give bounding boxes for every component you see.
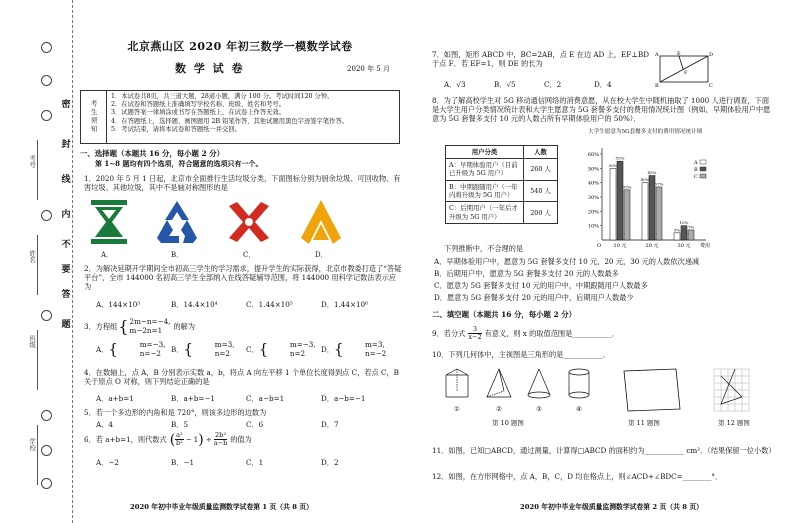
q8-option: C．愿意为 5G 套餐多支付 10 元的用户中，中期跟随用户人数最多 [434,281,648,290]
question-5: 5．若一个多边形的内角和是 720°，则该多边形的边数为 [84,408,267,417]
frac-num: 2b² [215,431,226,439]
x-axis-label: 费用 [700,243,711,249]
figure-caption: 第 10 题图 [492,419,524,427]
q4-options [96,394,396,403]
q7-option: B．√5 [494,80,516,89]
candidate-notice-box [80,90,400,144]
minus-glyph: − [185,435,192,445]
grid-figure [712,367,752,415]
bar [624,190,630,240]
exam-title: 北京燕山区 2020 年初三数学一模数学试卷 [127,40,353,53]
fraction [468,326,481,341]
q2-option: B．14.4×10⁴ [171,300,218,309]
figure-number: ③ [536,405,542,413]
question-2: 2．为解决延期开学期间全市初高三学生的学习需求，提升学生的实际获得，北京市教委打造了“答疑平台”，全市 144000 名初高三学生全部纳入在线答疑辅导范围，将 144000 用科学记数法表示应为 [84,264,402,291]
q6-option: C．1 [246,458,264,467]
q5-option: C．6 [246,420,264,429]
brace-glyph: { [258,339,269,358]
binder-hole [41,42,52,53]
q6-expression [170,432,228,447]
q4-option: B．a+b=−1 [171,394,215,403]
y-tick-label: 50% [587,166,599,173]
q3-option [321,340,396,358]
q6-option: D．2 [321,458,339,467]
notice-item: 3．试题答案一律填涂或书写在答题纸上，在试卷上作答无效。 [111,109,286,117]
parallelogram-figure [614,367,688,415]
q3-options [96,340,396,358]
q6-option: B．−1 [171,458,195,467]
legend-label: B [694,167,698,173]
bar-value-label: 35% [622,184,632,190]
seal-char: 不 [61,240,71,250]
label-name: 姓名 [28,250,37,263]
seal-char: 封 [61,140,71,150]
exam-subtitle: 数 学 试 卷 [175,61,245,75]
figure-number: ④ [576,405,582,413]
label-school: 学校 [28,438,37,451]
q5-options [96,420,396,429]
eq: m=3, [214,340,235,349]
q8-option: A．早期体验用户中，愿意为 5G 套餐多支付 10 元，20 元，30 元的人数依次递减 [434,257,700,266]
bar-value-label: 5% [673,227,681,233]
legend-swatch [700,174,706,178]
brace-glyph: { [108,339,118,358]
q2-options [96,300,396,309]
figure-caption: 第 12 题图 [718,419,750,427]
frac-den: b² [176,439,183,448]
question-4: 4．在数轴上，点 A，B 分别表示实数 a，b，将点 A 向左平移 1 个单位长度得到点 C，若点 C，B 关于原点 O 对称，则下列结论正确的是 [84,368,399,386]
figure-caption: 第 11 题图 [628,419,660,427]
bar-value-label: 7% [687,224,695,230]
q3-eq-2: m−2n=1 [129,325,163,335]
bar [681,226,687,240]
option-letter: B． [171,344,184,354]
fig-label: D [709,52,714,58]
legend-label: A [694,160,698,166]
bar-value-label: 50% [608,162,618,168]
notice-item: 2．在试卷和答题纸上准确填写学校名称、班级、姓名和考号。 [111,101,286,109]
table-header-row [446,146,558,159]
frac-den: a−b [213,439,228,448]
q6-lead: 6．若 a+b=1，则代数式 [84,435,167,445]
legend-swatch [700,167,706,171]
question-8: 8．为了解高校学生对 5G 移动通信网络的消费意愿，从在校大学生中随机抽取了 1000 人进行调查，下面是大学生用户分类情况统计表和大学生愿意为 5G 套餐多支付的费用情况统计图（例如，早期体验用户中愿意为 5G 套餐多支付 10 元的人数占所有早期体验用户的 50%）． [432,96,771,123]
cone-figure [524,367,554,403]
q3-system [130,318,171,335]
page-1-footer: 2020 年初中毕业年级质量监测数学试卷第 1 页（共 8 页） [130,503,313,511]
paren-close-glyph: ) [198,431,204,448]
fig-label: E [677,51,681,57]
bar-value-label: 10% [679,220,689,226]
y-tick-label: 30% [587,195,599,201]
q6-tail: 的值为 [230,435,252,445]
frac-num: a² [176,431,183,439]
seal-char: 线 [61,175,71,185]
table-cell: C：后期用户（一年后才升级为 5G 用户） [446,202,524,224]
x-tick-label: 30 元 [677,243,691,249]
label-class: 班级 [28,335,37,348]
paren-open-glyph: ( [169,431,176,448]
table-header: 人数 [524,146,558,159]
fee-bar-chart [580,128,720,256]
y-tick-label: 10% [587,223,599,230]
frac-den: x−2 [468,333,482,342]
page-1 [80,40,400,82]
subtitle-row [80,62,400,82]
exam-date: 2020 年 5 月 [347,64,390,73]
seal-char: 题 [61,320,71,330]
q7-options [444,80,644,89]
binder-hole [41,445,52,456]
table-cell: 260 人 [524,159,558,181]
question-1: 1．2020 年 5 月 1 日起，北京市全面推行生活垃圾分类，下面图标分别为厨余垃圾、可回收物、有害垃圾、其他垃圾，其中不是轴对称图形的是 [84,174,401,192]
q7-option: C．2 [544,80,562,89]
table-row [446,202,558,224]
table-header: 用户分类 [446,146,524,159]
bar [610,168,616,240]
q3-lead: 3．方程组 [84,322,118,332]
notice-body [107,91,352,143]
eq: n=−2 [364,349,387,358]
eq: m=3, [364,340,385,349]
binding-strip [0,0,71,523]
brace-glyph: { [333,339,344,358]
seal-char: 内 [61,210,71,220]
eq: n=2 [214,349,230,358]
notice-item: 5．考试结束，请将本试卷和答题纸一并交回。 [111,125,241,133]
seal-char: 密 [61,100,71,110]
bar [642,183,648,240]
question-7: 7．如图，矩形 ABCD 中，BC=2AB，点 E 在边 AD 上，EF⊥BD 于点 F．若 EF=1，则 DE 的长为 [432,50,649,68]
divide-glyph: ÷ [205,435,212,445]
binder-hole [41,310,52,321]
binder-hole [41,478,52,489]
q5-option: D．7 [321,420,339,429]
fig-label: B [655,83,659,89]
q6-option: A．−2 [96,458,119,467]
fill-line [37,235,38,295]
section-1-heading: 一、选择题（本题共 16 分，每小题 2 分） [80,149,224,158]
triangular-prism-figure [442,367,472,403]
notice-item: 1．本试卷共8页，共三道大题，28道小题，满分 100 分。考试时间120 分钟。 [111,93,334,100]
q1-option-d: D． [315,251,328,259]
geometry-figures [442,367,782,439]
seal-char: 答 [61,290,71,300]
y-tick-label: 40% [587,180,599,187]
user-category-table [445,145,558,224]
bar [674,233,680,240]
table-row [446,159,558,181]
q3-tail: 的解为 [173,322,196,332]
question-10: 10．下列几何体中，主视图是三角形的是___________． [432,350,611,359]
bar-value-label: 45% [647,170,657,175]
hazardous-waste-icon [225,198,273,246]
option-system [365,340,396,358]
q7-rectangle-figure [655,50,715,90]
fraction [175,432,183,447]
binder-hole [41,210,52,221]
kitchen-waste-icon [85,198,133,246]
q4-option: D．a−b=−1 [321,394,366,403]
q1-option-a: A． [101,251,114,259]
q2-option: D．1.44×10⁶ [321,300,369,309]
chart-title: 大学生愿意为5G套餐多支付的费用情况统计图 [588,129,703,135]
bar [617,161,623,240]
notice-side-label: 考生须知 [81,91,107,143]
seal-char: 要 [61,265,71,275]
table-cell: A：早期体验用户（目前已升级为 5G 用户） [446,159,524,181]
q4-option: C．a−b=1 [246,394,285,403]
eq: n=−2 [139,349,161,358]
q2-option: A．144×10³ [96,300,141,309]
q4-option: A．a+b=1 [96,394,134,403]
q8-prompt: 下列推断中，不合理的是 [444,244,524,253]
q8-option: D．愿意为 5G 套餐多支付 20 元的用户中，后期用户人数最少 [434,293,634,302]
eq: n=2 [289,349,306,358]
brace-glyph: { [118,316,129,336]
q1-option-c: C． [243,251,256,259]
notice-item: 4．在答题纸上，选择题、画图题用 2B 铅笔作答，其他试题用黑色字迹签字笔作答。 [111,117,349,125]
question-6 [84,432,252,447]
q3-eq-1: 2m−n=−4, [129,317,171,326]
y-tick-label: 60% [587,152,599,158]
x-tick-label: 20 元 [645,243,659,249]
eq: m=−3, [289,340,316,349]
q9-lead: 9．若分式 [432,329,466,339]
question-3 [84,318,195,335]
bar-value-label: 37% [654,181,664,187]
question-9 [432,326,619,341]
option-system [140,340,171,358]
eq: m=−3, [139,340,166,349]
q3-option [246,340,321,358]
section-1-note: 第 1~8 题均有四个选项，符合题意的选项只有一个。 [95,159,263,168]
frac-num: 3 [468,326,481,334]
q1-option-b: B． [171,251,184,259]
q8-option: B．后期用户中，愿意为 5G 套餐多支付 20 元的人数最多 [434,269,619,278]
binder-hole [41,110,52,121]
binder-hole [41,75,52,86]
other-waste-icon [297,198,345,246]
cylinder-figure [564,367,594,403]
x-tick-label: 10 元 [613,243,627,249]
table-cell: 200 人 [524,202,558,224]
page-2-footer: 2020 年初中毕业年级质量监测数学试卷第 2 页（共 8 页） [520,503,703,511]
section-2-heading: 二、填空题（本题共 16 分，每小题 2 分） [432,310,576,319]
q3-option [171,340,246,358]
question-12: 12．如图，在方形网格中，点 A，B，C，D 均在格点上，则∠ACD+∠BDC=________°． [432,472,723,481]
q7-option: A．√3 [444,80,466,89]
q3-option [96,340,171,358]
fill-line [37,140,38,200]
fig-label: F [684,70,688,76]
option-system [215,340,246,358]
legend-swatch [700,160,706,164]
label-exam-number: 考号 [28,155,37,168]
q1-symbols [85,198,375,258]
bar-value-label: 40% [640,177,650,183]
q5-option: B．5 [171,420,189,429]
table-row [446,180,558,202]
q5-option: A．4 [96,420,113,429]
brace-glyph: { [183,339,194,358]
q7-option: D．4 [594,80,612,89]
q9-tail: 有意义，则 x 的取值范围是___________． [484,329,619,339]
fill-line [37,330,38,390]
one-glyph: 1 [193,435,199,445]
binder-hole [41,410,52,421]
option-system [290,340,321,358]
q6-options [96,458,396,467]
table-cell: 540 人 [524,180,558,202]
binding-cut-line [72,0,73,523]
question-11: 11．如图，已知□ABCD，通过测量，计算得□ABCD 的面积约为___________ cm²．（结果保留一位小数） [432,446,776,455]
bar [688,230,694,240]
table-cell: B：中期跟随用户（一年内将升级为 5G 用户） [446,180,524,202]
y-tick-label: 20% [587,209,599,216]
fraction [214,432,227,447]
origin-label: O [597,243,602,249]
option-letter: A． [96,344,109,354]
pyramid-figure [484,367,514,403]
fig-label: C [709,83,713,89]
q2-option: C．1.44×10⁵ [246,300,293,309]
fig-label: A [655,52,659,58]
figure-number: ② [496,405,502,413]
q8-options [434,257,774,302]
recyclable-icon [153,198,201,246]
legend-label: C [694,174,698,180]
bar-value-label: 55% [615,155,625,161]
figure-number: ① [454,405,460,413]
bar [656,187,662,240]
option-letter: D． [321,344,334,354]
option-letter: C． [246,344,259,354]
fill-line [37,425,38,485]
